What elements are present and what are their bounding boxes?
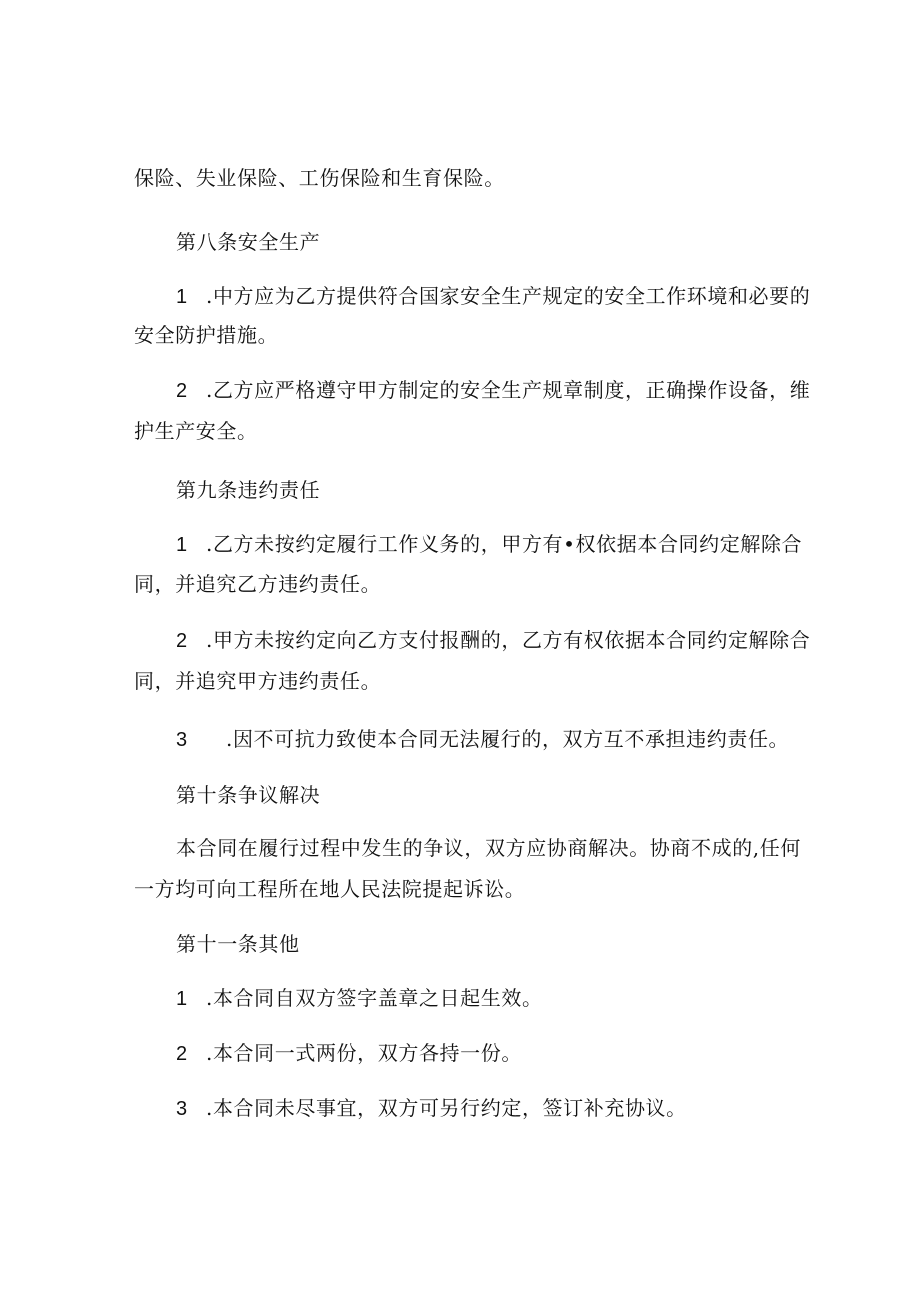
item-number: 2: [176, 1043, 188, 1065]
article-11-item-3: [176, 1094, 836, 1123]
item-number: 1: [176, 286, 188, 308]
heading-article-8: 第八条安全生产: [176, 230, 321, 254]
article-9-item-1-line-1: [176, 530, 836, 559]
heading-article-9: 第九条违约责任: [176, 478, 321, 502]
article-10-paragraph-line-1: 本合同在履行过程中发生的争议，双方应协商解决。协商不成的,任何: [176, 836, 801, 860]
article-11-item-2: [176, 1039, 836, 1068]
item-number: 2: [176, 380, 188, 402]
article-8-item-2-line-2: 护生产安全。: [134, 419, 258, 443]
item-text: .乙方未按约定履行工作义务的，甲方有•权依据本合同约定解除合: [206, 532, 803, 556]
article-10-paragraph-line-2: 一方均可向工程所在地人民法院提起诉讼。: [134, 877, 526, 901]
item-text: .本合同未尽事宜，双方可另行约定，签订补充协议。: [206, 1096, 687, 1120]
article-9-item-2-line-1: [176, 626, 836, 655]
paragraph-insurance-continuation: 保险、失业保险、工伤保险和生育保险。: [134, 166, 505, 190]
article-8-item-2-line-1: [176, 376, 836, 405]
item-text: .因不可抗力致使本合同无法履行的，双方互不承担违约责任。: [226, 727, 790, 751]
article-9-item-2-line-2: 同，并追究甲方违约责任。: [134, 669, 382, 693]
item-text: .本合同一式两份，双方各持一份。: [206, 1041, 522, 1065]
article-11-item-1: [176, 984, 836, 1013]
article-9-item-3: [176, 725, 836, 754]
article-9-item-1-line-2: 同，并追究乙方违约责任。: [134, 572, 382, 596]
heading-article-10: 第十条争议解决: [176, 783, 321, 807]
item-number: 3: [176, 1098, 188, 1120]
item-number: 2: [176, 630, 188, 652]
item-number: 3: [176, 729, 188, 751]
heading-article-11: 第十一条其他: [176, 932, 300, 956]
item-number: 1: [176, 988, 188, 1010]
article-8-item-1-line-2: 安全防护措施。: [134, 323, 279, 347]
article-8-item-1-line-1: [176, 282, 836, 311]
item-text: .乙方应严格遵守甲方制定的安全生产规章制度，正确操作设备，维: [206, 378, 811, 402]
item-text: .甲方未按约定向乙方支付报酬的，乙方有权依据本合同约定解除合: [206, 628, 811, 652]
item-number: 1: [176, 534, 188, 556]
item-text: .本合同自双方签字盖章之日起生效。: [206, 986, 543, 1010]
item-text: .中方应为乙方提供符合国家安全生产规定的安全工作环境和必要的: [206, 284, 811, 308]
